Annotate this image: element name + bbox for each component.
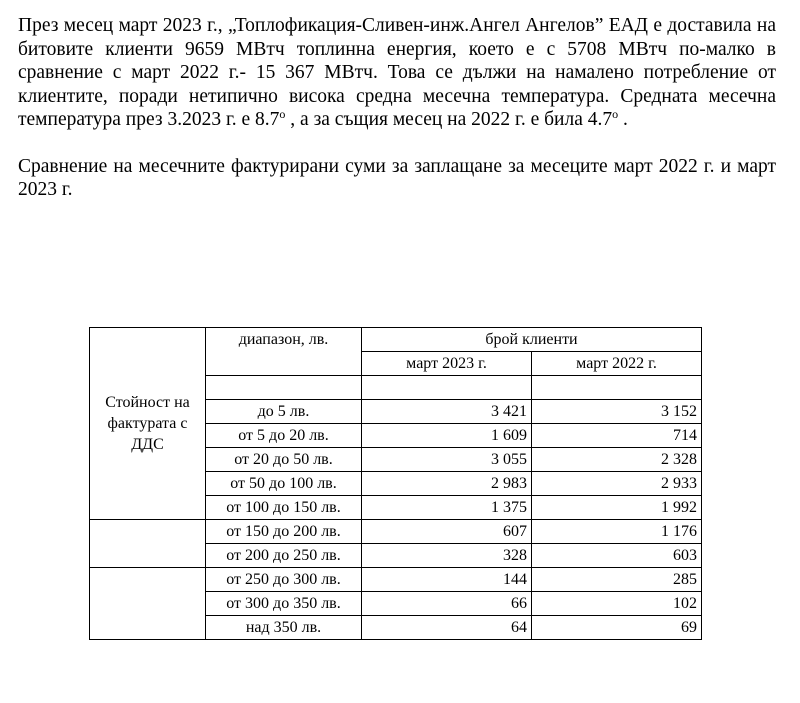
paragraph-text: . [618,109,628,130]
paragraph-text: През месец март 2023 г., „Топлофикация-Сливен-инж.Ангел Ангелов” ЕАД е доставила на битовите клиенти 9659 МВтч топлинна енергия, което е с 5708 МВтч по-малко в сравнение с март 2022 г.- 15 367 МВтч. Това се дължи на намалено потребление от клиентите, поради нетипично висока средна месечна температура. Средната месечна температура през 3.2023 г. е 8.7 [18,15,776,130]
value-2022-cell: 1 992 [532,496,702,520]
empty-cell [206,376,362,400]
degree-mark: о [279,107,286,121]
value-2022-cell: 603 [532,544,702,568]
billing-comparison-table-wrapper [89,327,702,640]
table-row [90,568,702,592]
range-cell: от 300 до 350 лв. [206,592,362,616]
range-cell: от 250 до 300 лв. [206,568,362,592]
billing-comparison-table [89,327,702,640]
value-2022-cell: 2 933 [532,472,702,496]
range-cell: над 350 лв. [206,616,362,640]
empty-label-cell [90,520,206,568]
value-2023-cell: 66 [362,592,532,616]
value-2023-cell: 64 [362,616,532,640]
degree-mark: о [612,107,619,121]
column-header-2022: март 2022 г. [532,352,702,376]
range-cell: от 150 до 200 лв. [206,520,362,544]
value-2022-cell: 3 152 [532,400,702,424]
value-2023-cell: 3 055 [362,448,532,472]
value-2022-cell: 69 [532,616,702,640]
range-cell: от 5 до 20 лв. [206,424,362,448]
value-2022-cell: 285 [532,568,702,592]
paragraph-text: , а за същия месец на 2022 г. е била 4.7 [285,109,613,130]
range-cell: от 200 до 250 лв. [206,544,362,568]
paragraph-comparison-intro: Сравнение на месечните фактурирани суми за заплащане за месеците март 2022 г. и март 2023 г. [18,155,776,200]
document-body [18,14,776,202]
range-cell: до 5 лв. [206,400,362,424]
value-2023-cell: 328 [362,544,532,568]
value-2023-cell: 144 [362,568,532,592]
value-2022-cell: 1 176 [532,520,702,544]
value-2023-cell: 1 375 [362,496,532,520]
empty-label-cell [90,568,206,640]
value-2022-cell: 102 [532,592,702,616]
range-cell: от 100 до 150 лв. [206,496,362,520]
empty-cell [362,376,532,400]
range-column-header: диапазон, лв. [206,328,362,376]
value-2023-cell: 1 609 [362,424,532,448]
empty-cell [532,376,702,400]
value-2022-cell: 2 328 [532,448,702,472]
value-2023-cell: 607 [362,520,532,544]
table-header-row [90,328,702,352]
value-2023-cell: 3 421 [362,400,532,424]
value-2022-cell: 714 [532,424,702,448]
paragraph-heat-delivery [18,14,776,132]
range-cell: от 20 до 50 лв. [206,448,362,472]
table-row [90,520,702,544]
value-2023-cell: 2 983 [362,472,532,496]
range-cell: от 50 до 100 лв. [206,472,362,496]
column-header-2023: март 2023 г. [362,352,532,376]
clients-count-header: брой клиенти [362,328,702,352]
row-group-label: Стойност на фактурата с ДДС [90,328,206,520]
